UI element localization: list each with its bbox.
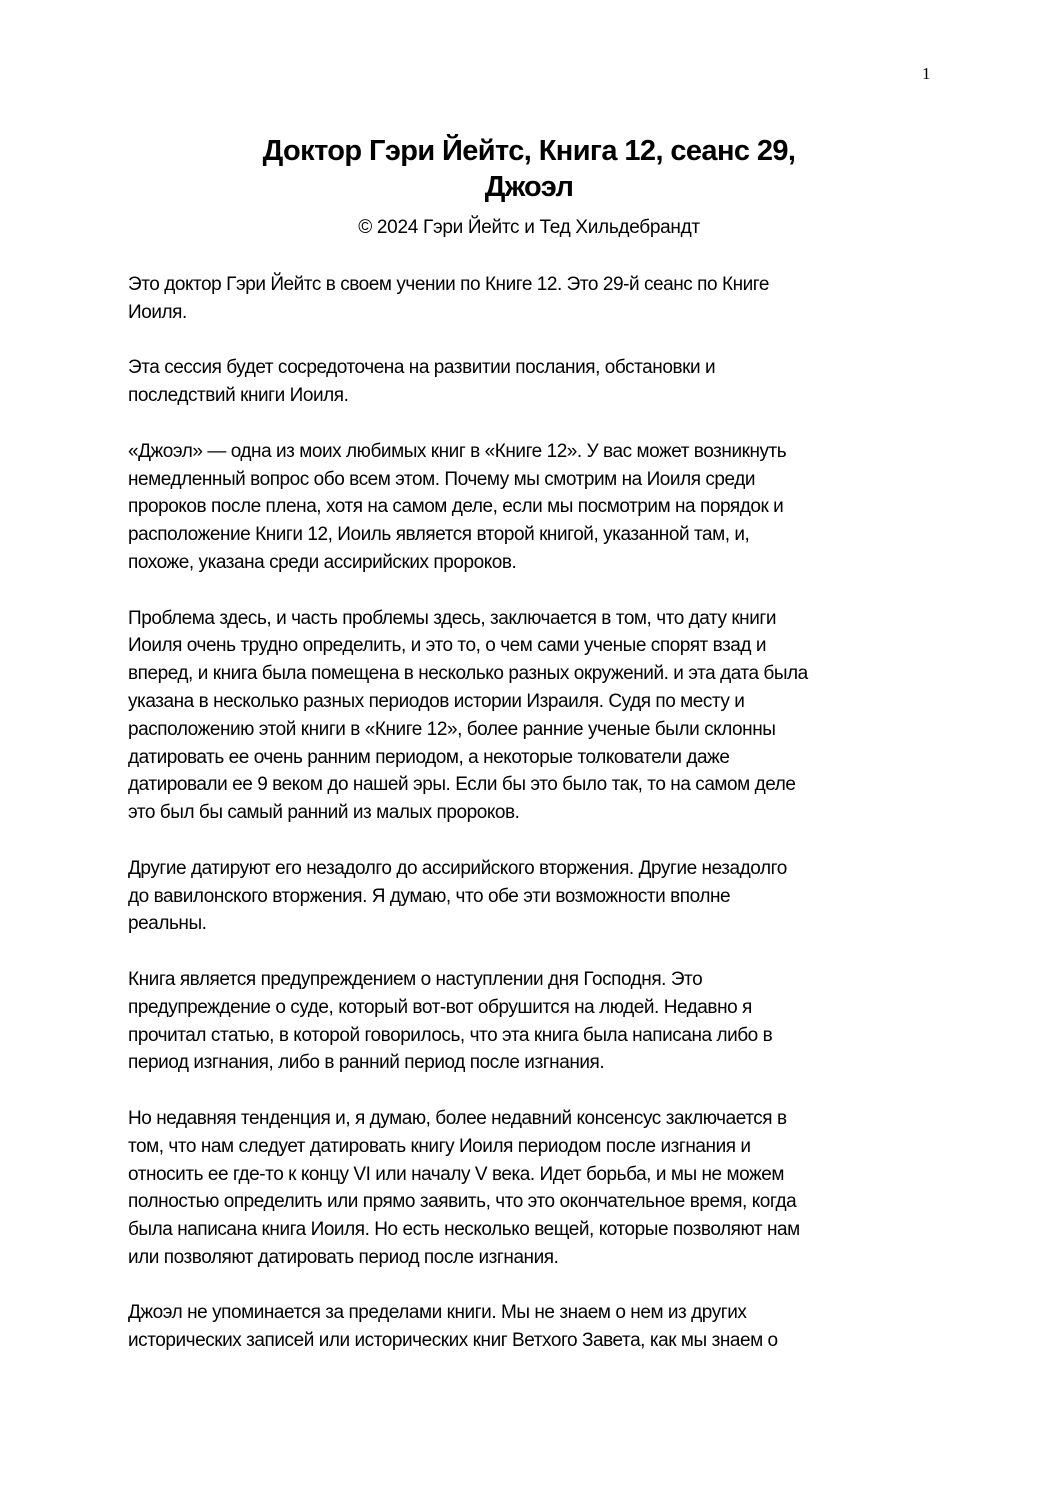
text-line: исторических записей или исторических книг Ветхого Завета, как мы знаем о	[128, 1330, 778, 1352]
text-line: вперед, и книга была помещена в несколько разных окружений. и эта дата была	[128, 663, 808, 685]
text-line: датировать ее очень ранним периодом, а некоторые толкователи даже	[128, 746, 730, 768]
text-line: относить ее где-то к концу VI или началу V века. Идет борьба, и мы не можем	[128, 1163, 784, 1185]
document-title	[0, 133, 1058, 205]
paragraph	[128, 605, 948, 827]
text-line: Но недавняя тенденция и, я думаю, более недавний консенсус заключается в	[128, 1107, 787, 1129]
title-line: Доктор Гэри Йейтс, Книга 12, сеанс 29,	[262, 135, 796, 167]
text-line: Проблема здесь, и часть проблемы здесь, заключается в том, что дату книги	[128, 607, 777, 629]
text-line: или позволяют датировать период после изгнания.	[128, 1246, 559, 1268]
text-line: указана в несколько разных периодов истории Израиля. Судя по месту и	[128, 690, 745, 712]
text-line: Книга является предупреждением о наступлении дня Господня. Это	[128, 968, 703, 990]
paragraph	[128, 1105, 948, 1272]
title-line: Джоэл	[484, 171, 574, 203]
paragraph	[128, 1299, 948, 1355]
paragraph	[128, 354, 948, 410]
copyright-notice: © 2024 Гэри Йейтс и Тед Хильдебрандт	[358, 217, 700, 238]
text-line: последствий книги Иоиля.	[128, 385, 349, 407]
text-line: датировали ее 9 веком до нашей эры. Если бы это было так, то на самом деле	[128, 774, 796, 796]
text-line: «Джоэл» — одна из моих любимых книг в «Книге 12». У вас может возникнуть	[128, 440, 787, 462]
text-line: период изгнания, либо в ранний период после изгнания.	[128, 1052, 605, 1074]
text-line: до вавилонского вторжения. Я думаю, что обе эти возможности вполне	[128, 885, 731, 907]
paragraph	[128, 438, 948, 577]
text-line: предупреждение о суде, который вот-вот обрушится на людей. Недавно я	[128, 996, 752, 1018]
text-line: реальны.	[128, 913, 207, 935]
text-line: полностью определить или прямо заявить, что это окончательное время, когда	[128, 1191, 797, 1213]
text-line: расположение Книги 12, Иоиль является второй книгой, указанной там, и,	[128, 524, 750, 546]
text-line: Иоиля очень трудно определить, и это то, о чем сами ученые спорят взад и	[128, 635, 767, 657]
text-line: прочитал статью, в которой говорилось, что эта книга была написана либо в	[128, 1024, 773, 1046]
text-line: том, что нам следует датировать книгу Иоиля периодом после изгнания и	[128, 1135, 751, 1157]
text-line: Иоиля.	[128, 301, 187, 323]
text-line: пророков после плена, хотя на самом деле, если мы посмотрим на порядок и	[128, 496, 784, 518]
text-line: Эта сессия будет сосредоточена на развитии послания, обстановки и	[128, 357, 716, 379]
paragraph	[128, 855, 948, 938]
text-line: похоже, указана среди ассирийских пророков.	[128, 551, 517, 573]
text-line: Это доктор Гэри Йейтс в своем учении по Книге 12. Это 29-й сеанс по Книге	[128, 274, 769, 295]
paragraph	[128, 966, 948, 1077]
text-line: была написана книга Иоиля. Но есть несколько вещей, которые позволяют нам	[128, 1219, 800, 1241]
page-number: 1	[922, 64, 931, 83]
paragraph	[128, 271, 948, 327]
text-line: это был бы самый ранний из малых пророков.	[128, 802, 520, 824]
text-line: Другие датируют его незадолго до ассирийского вторжения. Другие незадолго	[128, 857, 787, 879]
text-line: Джоэл не упоминается за пределами книги. Мы не знаем о нем из других	[128, 1302, 747, 1324]
text-line: расположению этой книги в «Книге 12», более ранние ученые были склонны	[128, 718, 776, 740]
document-body	[128, 271, 948, 1383]
text-line: немедленный вопрос обо всем этом. Почему мы смотрим на Иоиля среди	[128, 468, 756, 490]
